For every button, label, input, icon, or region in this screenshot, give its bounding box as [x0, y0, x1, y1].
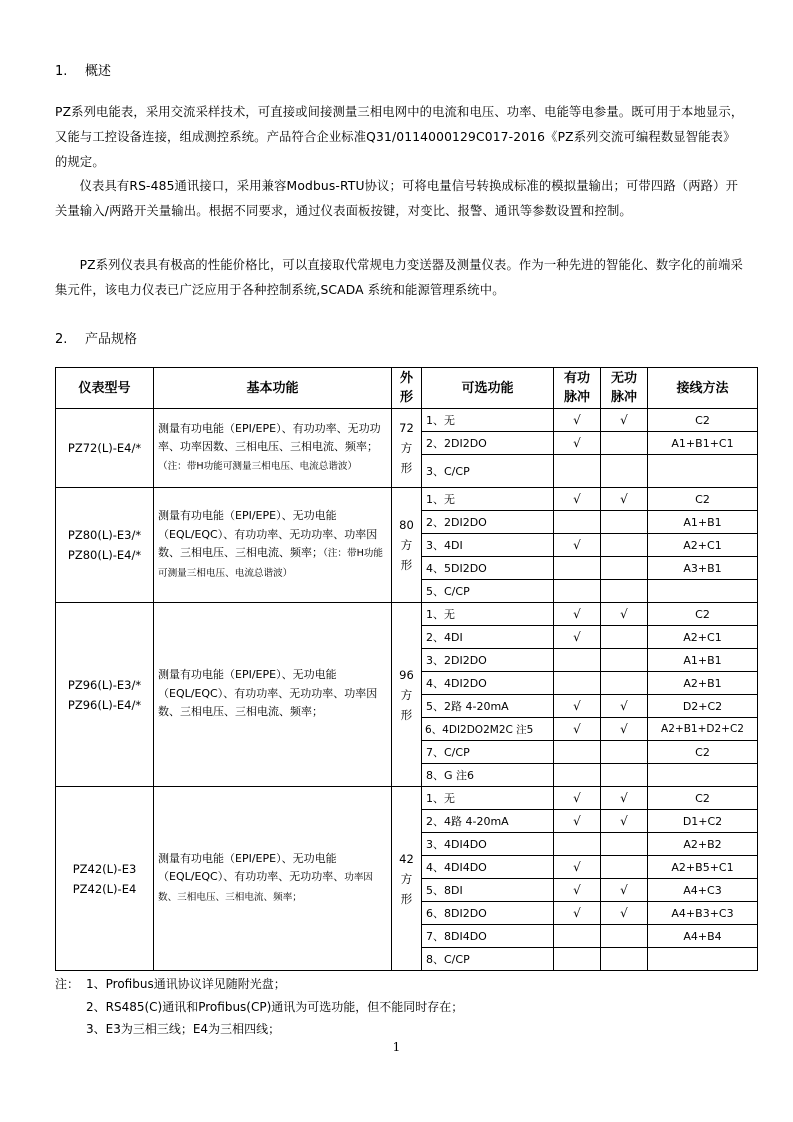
shape-char: 方 — [400, 441, 413, 455]
wiring-cell: C2 — [648, 603, 758, 626]
active-pulse-cell: √ — [554, 488, 601, 511]
header-shape — [392, 368, 422, 409]
section-2-title: 产品规格 — [85, 332, 138, 347]
wiring-cell: C2 — [648, 787, 758, 810]
function-main: 测量有功电能（EPI/EPE）、无功电能（EQL/EQC）、有功功率、无功功率、 — [158, 851, 345, 884]
reactive-pulse-cell — [601, 833, 648, 856]
active-pulse-cell — [554, 557, 601, 580]
shape-size: 42 — [399, 851, 414, 866]
reactive-pulse-cell — [601, 557, 648, 580]
table-row — [56, 409, 758, 432]
model-name: PZ96(L)-E4/* — [67, 697, 142, 712]
function-main: 测量有功电能（EPI/EPE）、无功电能（EQL/EQC）、有功功率、无功功率、功率因数、三相电压、三相电流、频率； — [158, 668, 378, 719]
active-pulse-cell: √ — [554, 695, 601, 718]
active-pulse-cell: √ — [554, 810, 601, 833]
reactive-pulse-cell — [601, 511, 648, 534]
active-pulse-cell: √ — [554, 856, 601, 879]
function-note: （注：带H功能可测量三相电压、电流总谐波） — [158, 548, 383, 579]
function-cell — [154, 603, 392, 787]
wiring-cell — [648, 948, 758, 971]
table-row — [56, 787, 758, 810]
shape-size: 72 — [399, 421, 414, 435]
model-name: PZ96(L)-E3/* — [67, 677, 142, 692]
option-cell: 1、无 — [422, 409, 554, 432]
option-cell: 5、C/CP — [422, 580, 554, 603]
header-model: 仪表型号 — [56, 368, 154, 409]
active-pulse-cell: √ — [554, 787, 601, 810]
active-pulse-cell — [554, 764, 601, 787]
note-line — [55, 1018, 463, 1041]
active-pulse-cell: √ — [554, 902, 601, 925]
function-main: 测量有功电能（EPI/EPE）、无功电能（EQL/EQC）、有功功率、无功功率、功率因数、三相电压、三相电流、频率； — [158, 509, 378, 559]
option-cell: 7、8DI4DO — [422, 925, 554, 948]
section-1-title: 概述 — [85, 64, 112, 79]
shape-size: 80 — [399, 518, 414, 532]
shape-size: 96 — [399, 667, 414, 682]
active-pulse-cell — [554, 455, 601, 488]
wiring-cell: A2+B1+D2+C2 — [648, 718, 758, 741]
active-pulse-cell — [554, 649, 601, 672]
model-name: PZ42(L)-E4 — [72, 881, 137, 896]
reactive-pulse-cell — [601, 432, 648, 455]
reactive-pulse-cell: √ — [601, 718, 648, 741]
option-cell: 5、2路 4-20mA — [422, 695, 554, 718]
active-pulse-cell — [554, 511, 601, 534]
option-cell: 2、4DI — [422, 626, 554, 649]
wiring-cell: A3+B1 — [648, 557, 758, 580]
header-wiring: 接线方法 — [648, 368, 758, 409]
wiring-cell: A2+C1 — [648, 534, 758, 557]
reactive-pulse-cell — [601, 948, 648, 971]
option-cell: 1、无 — [422, 603, 554, 626]
reactive-pulse-cell: √ — [601, 603, 648, 626]
reactive-pulse-cell: √ — [601, 787, 648, 810]
option-cell: 7、C/CP — [422, 741, 554, 764]
option-cell: 8、G 注6 — [422, 764, 554, 787]
table-row — [56, 488, 758, 511]
reactive-pulse-cell: √ — [601, 810, 648, 833]
overview-paragraph-2: 仪表具有RS-485通讯接口，采用兼容Modbus-RTU协议；可将电量信号转换成标准的模拟量输出；可带四路（两路）开关量输入/两路开关量输出。根据不同要求，通过仪表面板按键，对变比、报警、通讯等参数设置和控制。 — [55, 179, 739, 219]
section-1-heading — [55, 60, 111, 79]
table-row — [56, 603, 758, 626]
option-cell: 1、无 — [422, 488, 554, 511]
wiring-cell: A1+B1 — [648, 511, 758, 534]
header-reactive-line2: 脉冲 — [610, 390, 637, 405]
section-1-number: 1. — [55, 64, 68, 79]
model-cell — [56, 603, 154, 787]
header-active-pulse — [554, 368, 601, 409]
section-2-heading — [55, 328, 137, 347]
shape-char: 形 — [400, 891, 413, 906]
active-pulse-cell: √ — [554, 879, 601, 902]
wiring-cell — [648, 764, 758, 787]
header-options: 可选功能 — [422, 368, 554, 409]
option-cell: 8、C/CP — [422, 948, 554, 971]
shape-cell — [392, 787, 422, 971]
model-name: PZ42(L)-E3 — [72, 861, 137, 876]
reactive-pulse-cell — [601, 649, 648, 672]
shape-char: 形 — [400, 558, 413, 572]
wiring-cell: A2+C1 — [648, 626, 758, 649]
wiring-cell: C2 — [648, 741, 758, 764]
function-cell — [154, 488, 392, 603]
function-main: 测量有功电能（EPI/EPE）、有功功率、无功功率、功率因数、三相电压、三相电流、频率； — [158, 421, 381, 454]
wiring-cell: A2+B1 — [648, 672, 758, 695]
reactive-pulse-cell: √ — [601, 409, 648, 432]
option-cell: 3、2DI2DO — [422, 649, 554, 672]
page-number: 1 — [392, 1040, 401, 1054]
wiring-cell: A1+B1 — [648, 649, 758, 672]
option-cell: 4、4DI4DO — [422, 856, 554, 879]
option-cell: 2、2DI2DO — [422, 432, 554, 455]
reactive-pulse-cell: √ — [601, 902, 648, 925]
table-header-row — [56, 368, 758, 409]
option-cell: 4、5DI2DO — [422, 557, 554, 580]
function-cell — [154, 787, 392, 971]
wiring-cell: C2 — [648, 488, 758, 511]
wiring-cell: D1+C2 — [648, 810, 758, 833]
note-item: 3、E3为三相三线；E4为三相四线； — [86, 1022, 281, 1036]
option-cell: 3、4DI — [422, 534, 554, 557]
reactive-pulse-cell — [601, 455, 648, 488]
header-active-line1: 有功 — [563, 371, 590, 386]
function-note: 功率因数、三相电压、三相电流、频率； — [158, 872, 374, 903]
function-note: （注：带H功能可测量三相电压、电流总谐波） — [158, 460, 358, 472]
option-cell: 4、4DI2DO — [422, 672, 554, 695]
table-notes — [55, 973, 463, 1041]
note-line — [55, 996, 463, 1019]
product-spec-table — [55, 367, 758, 971]
shape-char: 方 — [400, 871, 413, 886]
wiring-cell: A2+B5+C1 — [648, 856, 758, 879]
header-reactive-pulse — [601, 368, 648, 409]
model-name: PZ80(L)-E4/* — [67, 548, 142, 562]
model-name: PZ72(L)-E4/* — [67, 441, 142, 455]
model-name: PZ80(L)-E3/* — [67, 528, 142, 542]
header-function: 基本功能 — [154, 368, 392, 409]
active-pulse-cell: √ — [554, 718, 601, 741]
wiring-cell: A1+B1+C1 — [648, 432, 758, 455]
option-cell: 6、8DI2DO — [422, 902, 554, 925]
wiring-cell: A4+B4 — [648, 925, 758, 948]
active-pulse-cell — [554, 741, 601, 764]
reactive-pulse-cell — [601, 626, 648, 649]
option-cell: 2、2DI2DO — [422, 511, 554, 534]
model-cell — [56, 409, 154, 488]
model-cell — [56, 488, 154, 603]
active-pulse-cell: √ — [554, 603, 601, 626]
reactive-pulse-cell: √ — [601, 695, 648, 718]
option-cell: 6、4DI2DO2M2C 注5 — [422, 718, 554, 741]
reactive-pulse-cell: √ — [601, 488, 648, 511]
shape-cell — [392, 603, 422, 787]
shape-cell — [392, 409, 422, 488]
active-pulse-cell — [554, 948, 601, 971]
note-line — [55, 973, 463, 996]
wiring-cell — [648, 580, 758, 603]
wiring-cell: D2+C2 — [648, 695, 758, 718]
reactive-pulse-cell — [601, 672, 648, 695]
header-shape-line1: 外 — [399, 371, 413, 386]
active-pulse-cell: √ — [554, 534, 601, 557]
header-shape-line2: 形 — [399, 390, 413, 405]
active-pulse-cell — [554, 925, 601, 948]
active-pulse-cell — [554, 833, 601, 856]
function-cell — [154, 409, 392, 488]
note-item: 1、Profibus通讯协议详见随附光盘； — [86, 977, 286, 991]
option-cell: 3、4DI4DO — [422, 833, 554, 856]
shape-char: 形 — [400, 707, 413, 722]
notes-prefix: 注： — [55, 977, 80, 991]
reactive-pulse-cell — [601, 741, 648, 764]
reactive-pulse-cell — [601, 580, 648, 603]
active-pulse-cell — [554, 672, 601, 695]
option-cell: 1、无 — [422, 787, 554, 810]
option-cell: 2、4路 4-20mA — [422, 810, 554, 833]
overview-paragraph-3: PZ系列仪表具有极高的性能价格比，可以直接取代常规电力变送器及测量仪表。作为一种先进的智能化、数字化的前端采集元件，该电力仪表已广泛应用于各种控制系统,SCADA 系统和能源管理系统中。 — [55, 258, 743, 298]
reactive-pulse-cell — [601, 764, 648, 787]
shape-cell — [392, 488, 422, 603]
shape-char: 方 — [400, 687, 413, 702]
wiring-cell: A4+B3+C3 — [648, 902, 758, 925]
overview-paragraph-1: PZ系列电能表，采用交流采样技术，可直接或间接测量三相电网中的电流和电压、功率、电能等电参量。既可用于本地显示，又能与工控设备连接，组成测控系统。产品符合企业标准Q31/0114000129C017-2016《PZ系列交流可编程数显智能表》的规定。 — [55, 105, 744, 170]
active-pulse-cell — [554, 580, 601, 603]
model-cell — [56, 787, 154, 971]
wiring-cell: C2 — [648, 409, 758, 432]
header-active-line2: 脉冲 — [563, 390, 590, 405]
wiring-cell: A2+B2 — [648, 833, 758, 856]
note-item: 2、RS485(C)通讯和Profibus(CP)通讯为可选功能，但不能同时存在； — [86, 999, 464, 1014]
shape-char: 方 — [400, 538, 413, 552]
shape-char: 形 — [400, 461, 413, 475]
active-pulse-cell: √ — [554, 409, 601, 432]
reactive-pulse-cell — [601, 856, 648, 879]
section-2-number: 2. — [55, 332, 68, 347]
reactive-pulse-cell: √ — [601, 879, 648, 902]
reactive-pulse-cell — [601, 534, 648, 557]
wiring-cell: A4+C3 — [648, 879, 758, 902]
option-cell: 3、C/CP — [422, 455, 554, 488]
active-pulse-cell: √ — [554, 432, 601, 455]
wiring-cell — [648, 455, 758, 488]
reactive-pulse-cell — [601, 925, 648, 948]
header-reactive-line1: 无功 — [610, 371, 637, 386]
option-cell: 5、8DI — [422, 879, 554, 902]
active-pulse-cell: √ — [554, 626, 601, 649]
